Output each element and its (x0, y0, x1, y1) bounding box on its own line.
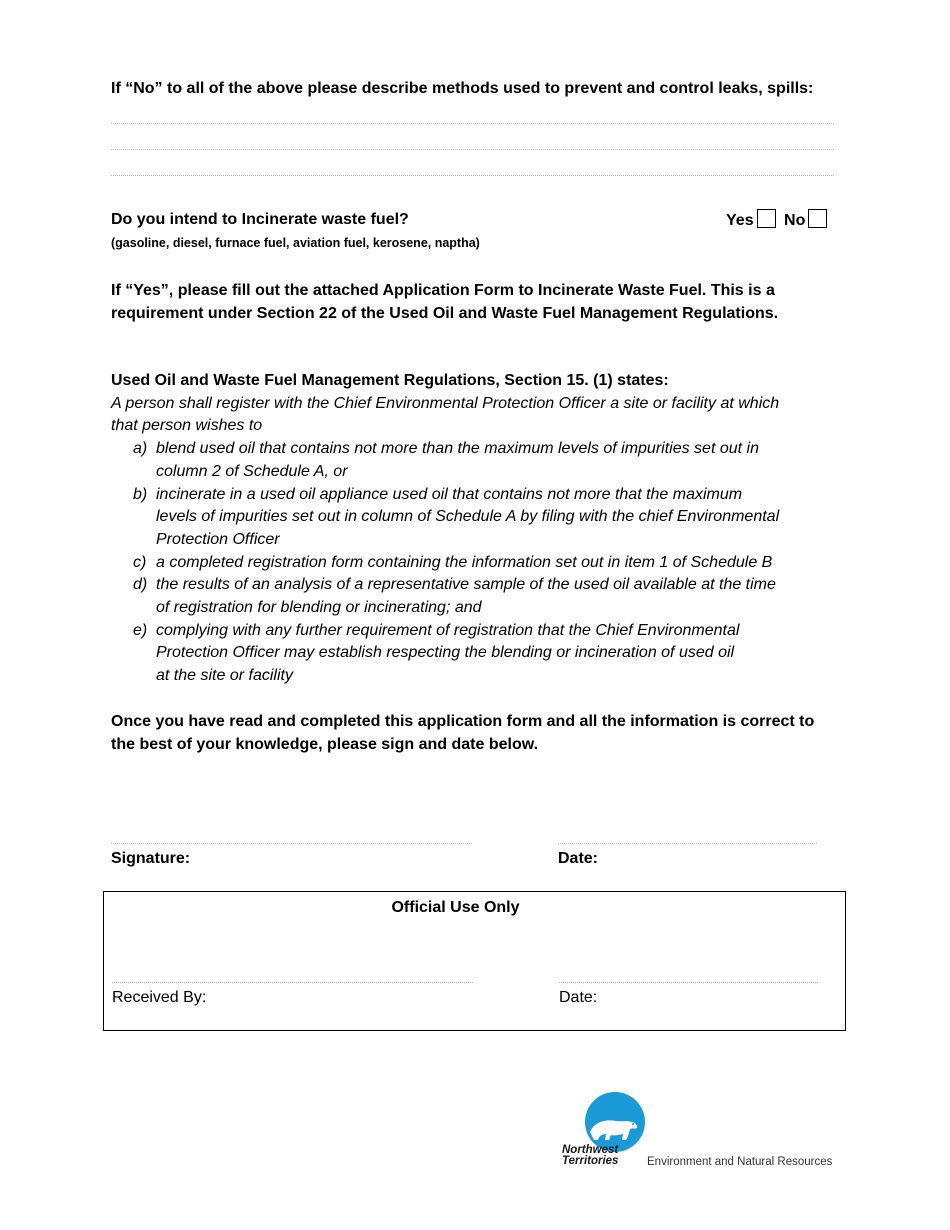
logo-department: Environment and Natural Resources (647, 1156, 833, 1168)
signature-date-label: Date: (558, 850, 599, 867)
regulations-list (111, 438, 841, 688)
answer-line-2[interactable] (111, 149, 834, 150)
incinerate-note-line-1: If “Yes”, please fill out the attached Application Form to Incinerate Waste Fuel. This is a (111, 282, 775, 299)
regulation-item-d (111, 574, 841, 619)
no-label: No (784, 212, 806, 229)
received-by-line[interactable] (112, 982, 473, 983)
regulation-line: Protection Officer (156, 530, 280, 548)
regulation-line: of registration for blending or incinerating; and (156, 599, 482, 617)
official-date-label: Date: (559, 989, 598, 1006)
regulation-line: complying with any further requirement of registration that the Chief Environmental (156, 621, 740, 639)
yes-checkbox[interactable] (757, 209, 776, 228)
received-by-label: Received By: (112, 989, 207, 1006)
regulation-letter: b) (133, 485, 148, 503)
regulation-line: the results of an analysis of a representative sample of the used oil available at the time (156, 576, 776, 594)
nwt-logo (560, 1090, 850, 1180)
incinerate-note-line-2: requirement under Section 22 of the Used Oil and Waste Fuel Management Regulations. (111, 304, 779, 322)
signature-label: Signature: (111, 850, 191, 867)
regulation-letter: d) (133, 576, 148, 594)
regulation-item-a (111, 438, 841, 483)
signature-line[interactable] (111, 843, 472, 844)
regulation-line: blend used oil that contains not more than the maximum levels of impurities set out in (156, 440, 759, 458)
logo-line-2: Territories (562, 1155, 619, 1167)
regulation-line: levels of impurities set out in column of Schedule A by filing with the chief Environmental (156, 508, 780, 526)
closing-line-2: the best of your knowledge, please sign and date below. (111, 735, 539, 753)
regulation-item-b (111, 484, 841, 552)
logo-wordmark (562, 1145, 618, 1167)
regulation-item-e (111, 620, 841, 688)
leaks-question-label: If “No” to all of the above please describe methods used to prevent and control leaks, spills: (111, 80, 814, 97)
regulation-line: a completed registration form containing the information set out in item 1 of Schedule B (156, 553, 773, 571)
incinerate-question-sublabel: (gasoline, diesel, furnace fuel, aviation fuel, kerosene, naptha) (111, 236, 480, 250)
regulations-section (111, 370, 841, 688)
logo-line-1: Northwest (562, 1144, 619, 1156)
yes-label: Yes (726, 212, 754, 229)
regulation-item-c (111, 552, 841, 575)
answer-line-1[interactable] (111, 123, 834, 124)
yes-no-group (726, 209, 827, 230)
no-checkbox[interactable] (808, 209, 827, 228)
regulation-letter: c) (133, 553, 147, 571)
regulations-intro-line-2: that person wishes to (111, 417, 263, 435)
signature-date-line[interactable] (558, 843, 817, 844)
regulation-line: at the site or facility (156, 667, 293, 685)
regulation-line: incinerate in a used oil appliance used oil that contains not more that the maximum (156, 485, 743, 503)
regulation-letter: a) (133, 440, 148, 458)
official-use-box (103, 891, 846, 1031)
official-date-line[interactable] (559, 982, 818, 983)
answer-line-3[interactable] (111, 175, 834, 176)
regulation-line: column 2 of Schedule A, or (156, 462, 348, 480)
closing-line-1: Once you have read and completed this application form and all the information is correct to (111, 713, 815, 730)
regulation-letter: e) (133, 621, 148, 639)
polar-bear-icon (582, 1092, 648, 1152)
closing-statement (111, 711, 851, 756)
incinerate-question-label: Do you intend to Incinerate waste fuel? (111, 211, 409, 228)
official-use-title: Official Use Only (391, 899, 520, 916)
regulations-heading: Used Oil and Waste Fuel Management Regulations, Section 15. (1) states: (111, 372, 669, 389)
regulation-line: Protection Officer may establish respecting the blending or incineration of used oil (156, 644, 735, 662)
incinerate-note (111, 280, 851, 325)
regulations-intro-line-1: A person shall register with the Chief Environmental Protection Officer a site or facility at which (111, 394, 780, 412)
